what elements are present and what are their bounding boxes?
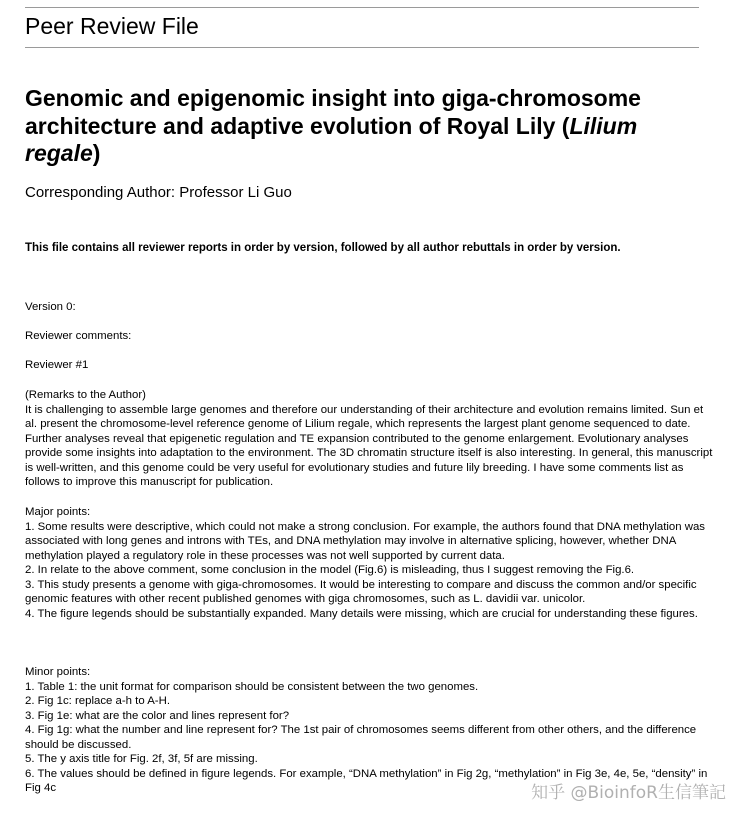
paper-title-main: Genomic and epigenomic insight into giga-chromosome architecture and adaptive evolution of Royal Lily ( — [25, 85, 641, 139]
minor-points-heading: Minor points: — [25, 666, 91, 678]
remarks-text: It is challenging to assemble large genomes and therefore our understanding of their architecture and evolution remains limited. Sun et al. present the chromosome-level reference genome of Lilium regale, which represents the largest plant genome sequenced to date. Further analyses reveal that epigenetic regulation and TE expansion contributed to the genome enlargement. Evolutionary analyses provide some insights into adaptation to the environment. The 3D chromatin structure itself is also interesting. In general, this manuscript is well-written, and this genome could be very useful for evolutionary studies and future lily breeding. I have some comments list as follows to improve this manuscript for publication. — [25, 403, 713, 488]
major-points-section — [25, 505, 715, 621]
paper-title — [25, 85, 705, 168]
corresponding-author: Corresponding Author: Professor Li Guo — [25, 184, 292, 201]
minor-point-2: 2. Fig 1c: replace a-h to A-H. — [25, 695, 170, 707]
major-points-heading: Major points: — [25, 506, 91, 518]
remarks-heading: (Remarks to the Author) — [25, 389, 146, 401]
watermark: 知乎 @BioinfoR生信筆記 — [531, 783, 726, 803]
minor-point-3: 3. Fig 1e: what are the color and lines represent for? — [25, 709, 290, 722]
file-note: This file contains all reviewer reports in order by version, followed by all author rebuttals in order by version. — [25, 242, 621, 254]
version-label: Version 0: — [25, 301, 76, 313]
minor-point-1: 1. Table 1: the unit format for comparison should be consistent between the two genomes. — [25, 680, 479, 693]
paper-title-species: Lilium regale — [25, 112, 638, 166]
minor-point-5: 5. The y axis title for Fig. 2f, 3f, 5f are missing. — [25, 753, 258, 765]
major-point-2: 2. In relate to the above comment, some conclusion in the model (Fig.6) is misleading, thus I suggest removing the Fig.6. — [25, 564, 635, 576]
minor-point-6: 6. The values should be defined in figure legends. For example, “DNA methylation” in Fig 2g, “methylation” in Fig 3e, 4e, 5e, “density” in Fig 4c — [25, 767, 708, 794]
minor-point-4: 4. Fig 1g: what the number and line represent for? The 1st pair of chromosomes seems different from other others, and the difference should be discussed. — [25, 724, 697, 751]
major-point-4: 4. The figure legends should be substantially expanded. Many details were missing, which are crucial for understanding these figures. — [25, 607, 698, 620]
header-rule — [25, 47, 699, 48]
reviewer-label: Reviewer #1 — [25, 359, 89, 371]
major-point-3: 3. This study presents a genome with giga-chromosomes. It would be interesting to compare and discuss the common and/or specific genomic features with other recent published genomes with giga chromosomes, such as L. davidii var. unicolor. — [25, 578, 697, 605]
page-header-title: Peer Review File — [25, 13, 199, 39]
remarks-section — [25, 388, 715, 490]
top-rule — [25, 7, 699, 8]
paper-title-end: ) — [92, 140, 101, 166]
reviewer-comments-label: Reviewer comments: — [25, 330, 132, 342]
minor-points-section — [25, 665, 715, 796]
major-point-1: 1. Some results were descriptive, which could not make a strong conclusion. For example, the authors found that DNA methylation was associated with long genes and introns with TEs, and DNA methylation may involve in alternative splicing, however, whether DNA methylation played a regulatory role in these processes was not well supported by current data. — [25, 520, 705, 562]
